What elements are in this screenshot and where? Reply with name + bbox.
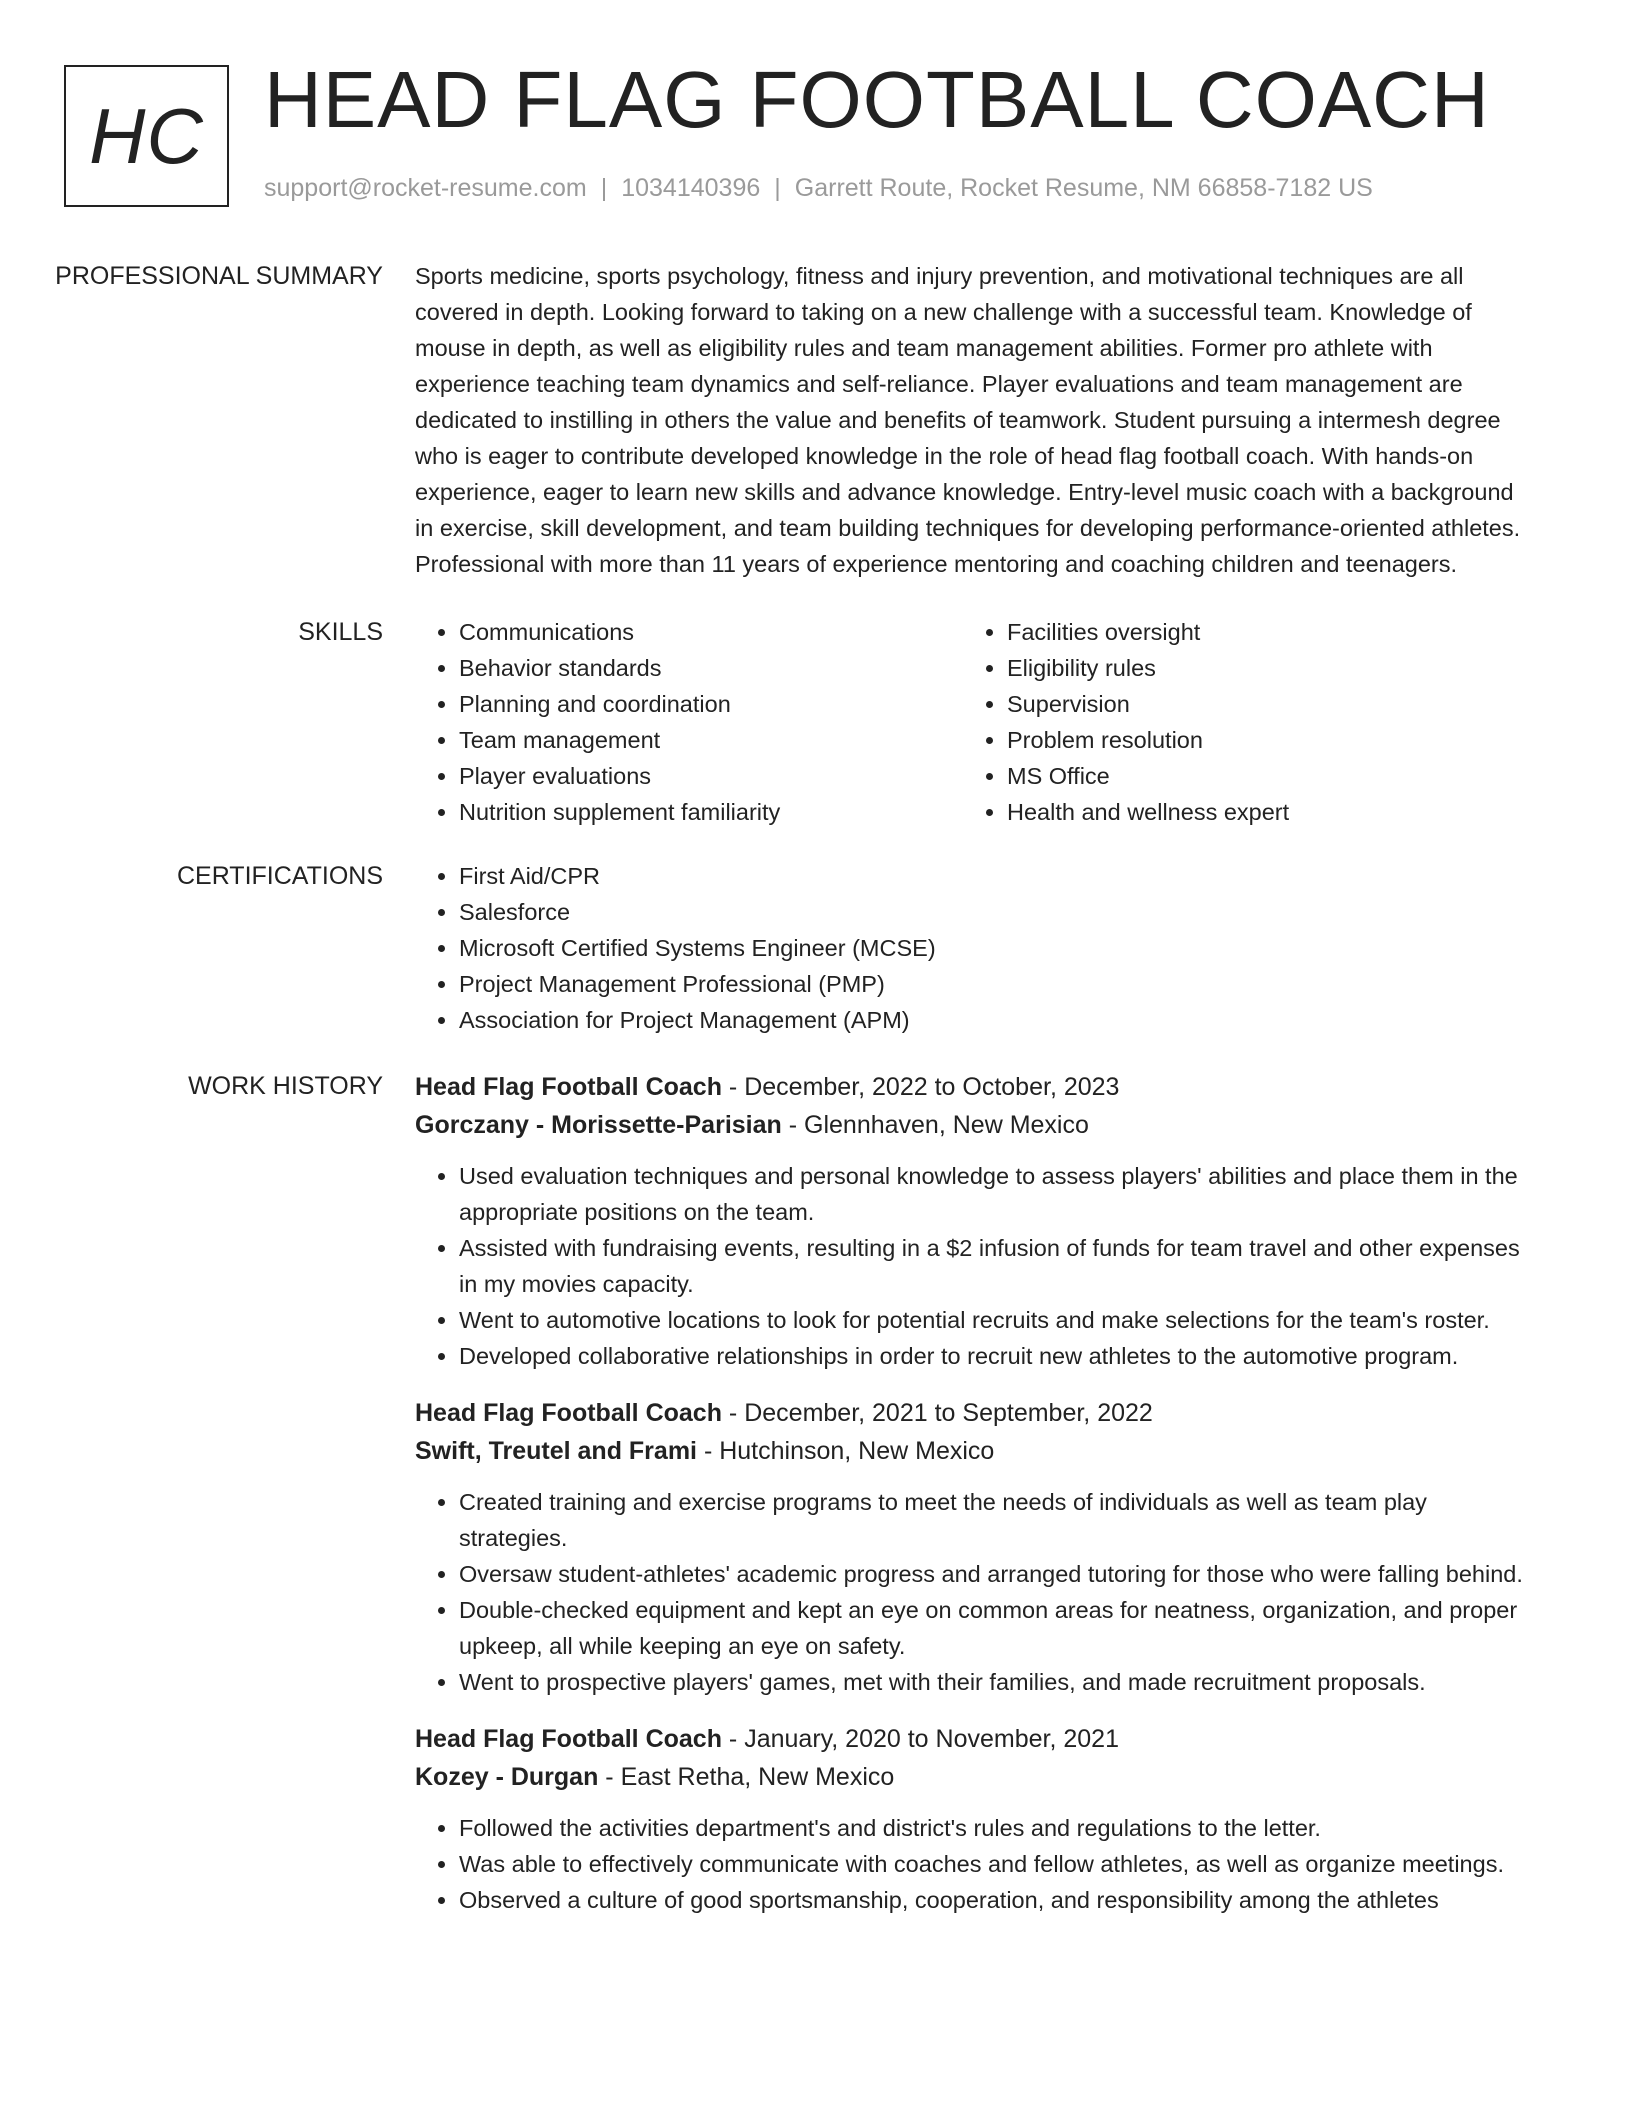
certifications-section (0, 858, 1632, 1038)
summary-text: Sports medicine, sports psychology, fitness and injury prevention, and motivational techniques are all covered in depth. Looking forward to taking on a new challenge with a successful team. Knowledge of mouse in depth, as well as eligibility rules and team management abilities. Former pro athlete with experience teaching team dynamics and self-reliance. Player evaluations and team management are dedicated to instilling in others the value and benefits of teamwork. Student pursuing a intermesh degree who is eager to contribute developed knowledge in the role of head flag football coach. With hands-on experience, eager to learn new skills and advance knowledge. Entry-level music coach with a background in exercise, skill development, and team building techniques for developing performance-oriented athletes. Professional with more than 11 years of experience mentoring and coaching children and teenagers. (415, 263, 1521, 577)
job-bullet: • Assisted with fundraising events, resulting in a $2 infusion of funds for team travel and other expenses in my movies capacity. (459, 1230, 1530, 1302)
certification-item: • Project Management Professional (PMP) (459, 966, 1530, 1002)
section-content (415, 858, 1530, 1038)
job-company: Kozey - Durgan (415, 1763, 599, 1791)
job-company: Gorczany - Morissette-Parisian (415, 1111, 782, 1139)
job-bullet: • Created training and exercise programs to meet the needs of individuals as well as team play strategies. (459, 1484, 1530, 1556)
contact-email[interactable]: support@rocket-resume.com (264, 174, 587, 202)
job-bullet: • Went to prospective players' games, met with their families, and made recruitment proposals. (459, 1664, 1530, 1700)
certification-item: • Salesforce (459, 894, 1530, 930)
summary-section (0, 258, 1632, 582)
job-location: - Glennhaven, New Mexico (781, 1111, 1089, 1139)
contact-separator: | (600, 174, 608, 202)
job-dates: - December, 2022 to October, 2023 (721, 1073, 1120, 1101)
job-header (415, 1394, 1530, 1432)
job-bullet: • Oversaw student-athletes' academic progress and arranged tutoring for those who were falling behind. (459, 1556, 1530, 1592)
skills-list (963, 614, 1511, 830)
section-content (415, 1068, 1530, 1938)
job-bullet: • Followed the activities department's and district's rules and regulations to the letter. (459, 1810, 1530, 1846)
job-entry (415, 1394, 1530, 1700)
contact-line (264, 174, 1373, 203)
work-history-section (0, 1068, 1632, 1938)
job-company: Swift, Treutel and Frami (415, 1437, 697, 1465)
skill-item: • MS Office (1007, 758, 1511, 794)
job-dates: - December, 2021 to September, 2022 (721, 1399, 1153, 1427)
job-title: Head Flag Football Coach (415, 1725, 722, 1753)
job-header (415, 1068, 1530, 1106)
section-content (415, 258, 1530, 582)
job-bullet: • Was able to effectively communicate with coaches and fellow athletes, as well as organize meetings. (459, 1846, 1530, 1882)
skills-grid (415, 614, 1530, 830)
resume-title: HEAD FLAG FOOTBALL COACH (264, 55, 1490, 144)
contact-separator: | (774, 174, 781, 202)
skill-item: • Team management (459, 722, 963, 758)
job-bullets (415, 1810, 1530, 1918)
job-location: - Hutchinson, New Mexico (697, 1437, 995, 1465)
contact-phone[interactable]: 1034140396 (621, 174, 761, 202)
skills-column-left (415, 614, 963, 830)
skill-item: • Behavior standards (459, 650, 963, 686)
skill-item: • Communications (459, 614, 963, 650)
section-heading: SKILLS (298, 618, 383, 646)
job-bullets (415, 1484, 1530, 1700)
job-bullets (415, 1158, 1530, 1374)
skill-item: • Supervision (1007, 686, 1511, 722)
job-location: - East Retha, New Mexico (598, 1763, 895, 1791)
job-employer (415, 1106, 1530, 1144)
certification-item: • First Aid/CPR (459, 858, 1530, 894)
skill-item: • Player evaluations (459, 758, 963, 794)
monogram-logo: HC (64, 65, 229, 207)
section-heading: CERTIFICATIONS (176, 862, 383, 890)
certifications-list (415, 858, 1530, 1038)
job-entry (415, 1720, 1530, 1918)
skill-item: • Eligibility rules (1007, 650, 1511, 686)
resume-body (0, 258, 1632, 1968)
section-heading: WORK HISTORY (188, 1072, 383, 1100)
job-bullet: • Double-checked equipment and kept an eye on common areas for neatness, organization, and proper upkeep, all while keeping an eye on safety. (459, 1592, 1530, 1664)
skill-item: • Planning and coordination (459, 686, 963, 722)
job-bullet: • Used evaluation techniques and personal knowledge to assess players' abilities and place them in the appropriate positions on the team. (459, 1158, 1530, 1230)
job-header (415, 1720, 1530, 1758)
job-employer (415, 1758, 1530, 1796)
job-dates: - January, 2020 to November, 2021 (721, 1725, 1119, 1753)
skill-item: • Health and wellness expert (1007, 794, 1511, 830)
job-bullet: • Developed collaborative relationships in order to recruit new athletes to the automotive program. (459, 1338, 1530, 1374)
certification-item: • Association for Project Management (APM) (459, 1002, 1530, 1038)
job-bullet: • Observed a culture of good sportsmanship, cooperation, and responsibility among the athletes (459, 1882, 1530, 1918)
job-title: Head Flag Football Coach (415, 1073, 722, 1101)
job-bullet: • Went to automotive locations to look for potential recruits and make selections for the team's roster. (459, 1302, 1530, 1338)
job-entry (415, 1068, 1530, 1374)
section-heading: PROFESSIONAL SUMMARY (55, 262, 383, 290)
contact-address: Garrett Route, Rocket Resume, NM 66858-7182 US (794, 174, 1373, 202)
skills-column-right (963, 614, 1511, 830)
job-employer (415, 1432, 1530, 1470)
certification-item: • Microsoft Certified Systems Engineer (MCSE) (459, 930, 1530, 966)
skill-item: • Nutrition supplement familiarity (459, 794, 963, 830)
job-title: Head Flag Football Coach (415, 1399, 722, 1427)
skills-section (0, 614, 1632, 830)
skill-item: • Problem resolution (1007, 722, 1511, 758)
skills-list (415, 614, 963, 830)
skill-item: • Facilities oversight (1007, 614, 1511, 650)
